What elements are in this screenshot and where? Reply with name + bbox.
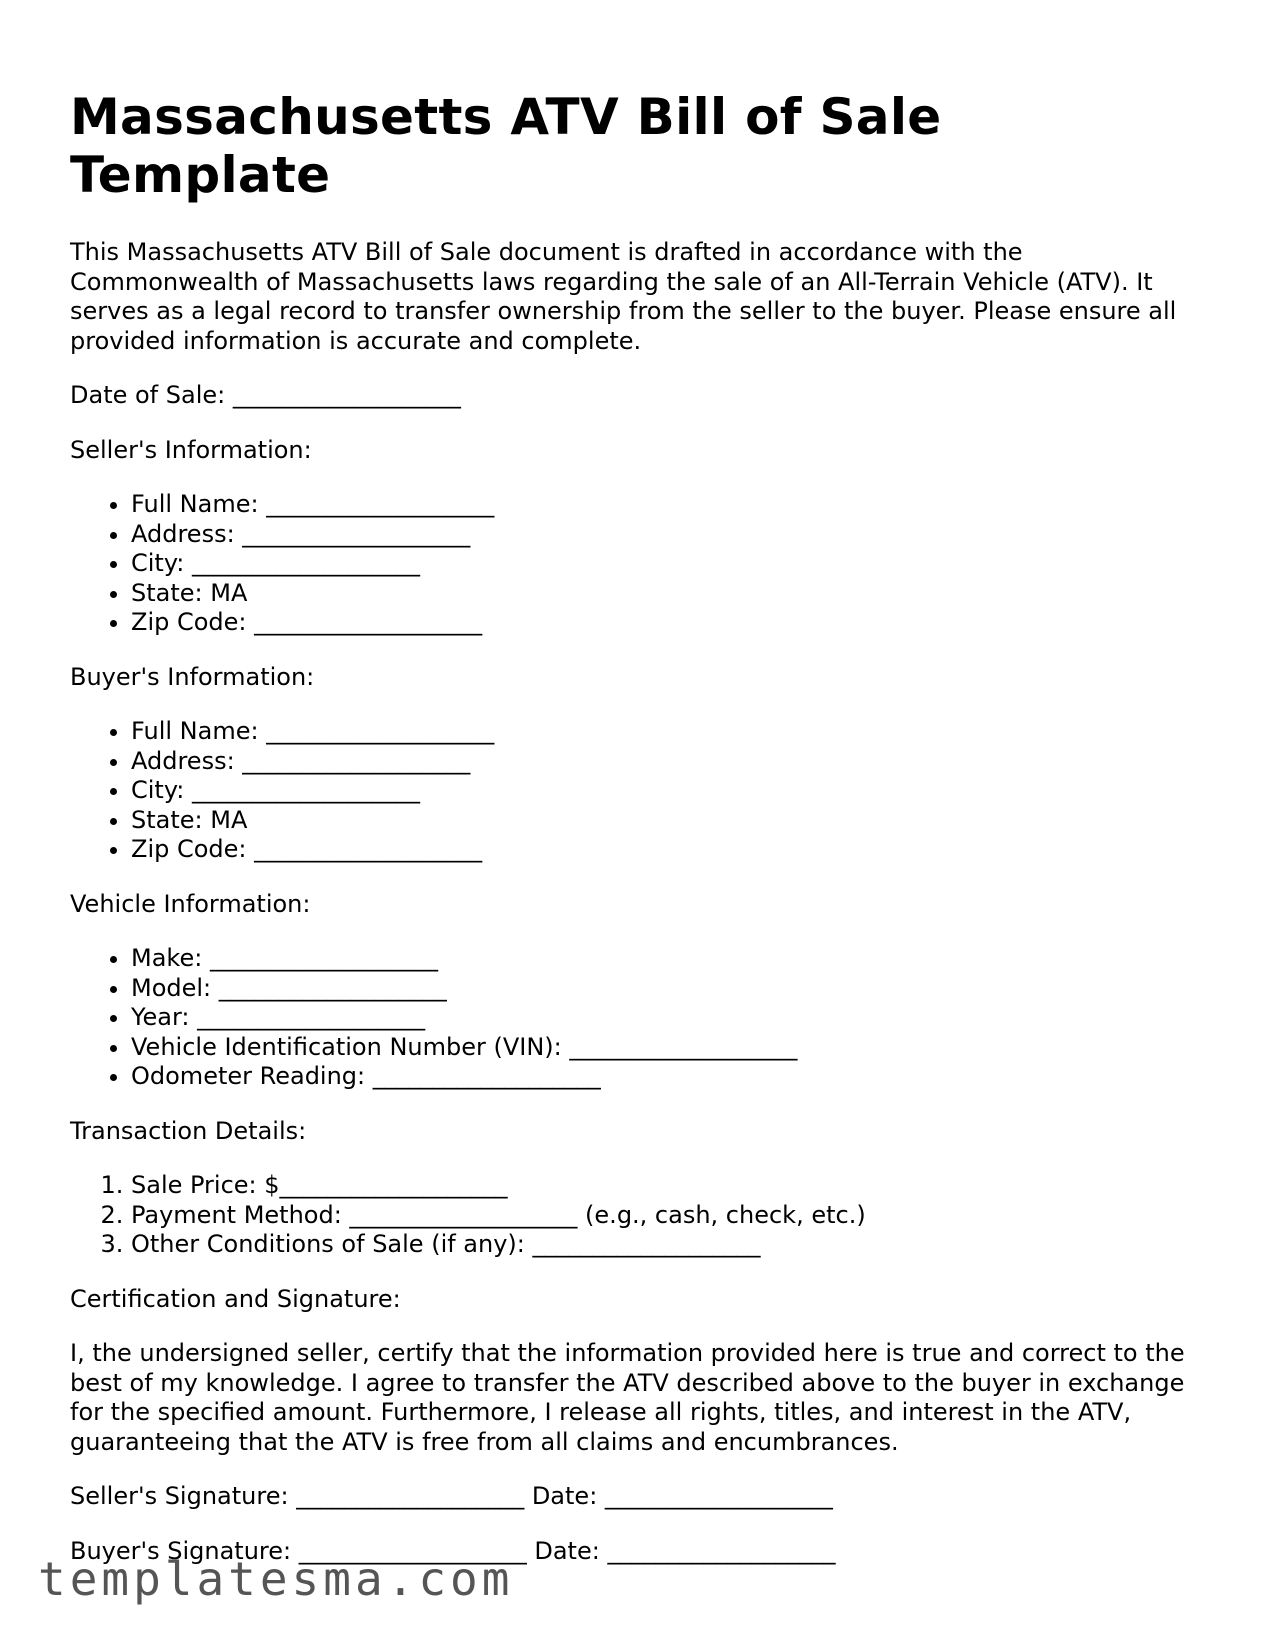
buyer-state-field: • State: MA [131,806,1210,836]
vehicle-info-list [70,944,1210,1092]
certification-heading: Certification and Signature: [70,1284,401,1313]
buyer-full-name-field: • Full Name: ___________________ [131,717,1210,747]
seller-city-field: • City: ___________________ [131,549,1210,579]
vehicle-year-field: • Year: ___________________ [131,1003,1210,1033]
buyer-signature-line: Buyer's Signature: ___________________ Date: ___________________ [70,1536,836,1565]
vehicle-odometer-field: • Odometer Reading: ___________________ [131,1062,1210,1092]
document-page [70,88,1210,1591]
payment-method-field: 2. Payment Method: ___________________ (e.g., cash, check, etc.) [131,1201,1210,1231]
vehicle-vin-field: • Vehicle Identification Number (VIN): ___________________ [131,1033,1210,1063]
date-of-sale-field: Date of Sale: ___________________ [70,381,461,409]
intro-paragraph: This Massachusetts ATV Bill of Sale document is drafted in accordance with the Commonwealth of Massachusetts laws regarding the sale of an All-Terrain Vehicle (ATV). It serves as a legal record to transfer ownership from the seller to the buyer. Please ensure all provided information is accurate and complete. [70,238,1177,355]
buyer-heading: Buyer's Information: [70,662,315,691]
buyer-zip-field: • Zip Code: ___________________ [131,835,1210,865]
sale-price-field: 1. Sale Price: $___________________ [131,1171,1210,1201]
transaction-heading: Transaction Details: [70,1116,307,1145]
other-conditions-field: 3. Other Conditions of Sale (if any): ___________________ [131,1230,1210,1260]
seller-signature-line: Seller's Signature: ___________________ Date: ___________________ [70,1482,833,1510]
buyer-info-list [70,717,1210,865]
seller-zip-field: • Zip Code: ___________________ [131,608,1210,638]
seller-state-field: • State: MA [131,579,1210,609]
vehicle-heading: Vehicle Information: [70,889,311,918]
certification-text: I, the undersigned seller, certify that the information provided here is true and correct to the best of my knowledge. I agree to transfer the ATV described above to the buyer in exchange for the specified amount. Furthermore, I release all rights, titles, and interest in the ATV, guaranteeing that the ATV is free from all claims and encumbrances. [70,1339,1185,1456]
buyer-address-field: • Address: ___________________ [131,747,1210,777]
seller-address-field: • Address: ___________________ [131,520,1210,550]
document-title: Massachusetts ATV Bill of Sale Template [70,88,942,204]
seller-info-list [70,490,1210,638]
transaction-details-list [70,1171,1210,1260]
buyer-city-field: • City: ___________________ [131,776,1210,806]
seller-full-name-field: • Full Name: ___________________ [131,490,1210,520]
vehicle-model-field: • Model: ___________________ [131,974,1210,1004]
watermark: templatesma.com [38,1552,514,1606]
vehicle-make-field: • Make: ___________________ [131,944,1210,974]
seller-heading: Seller's Information: [70,435,312,464]
